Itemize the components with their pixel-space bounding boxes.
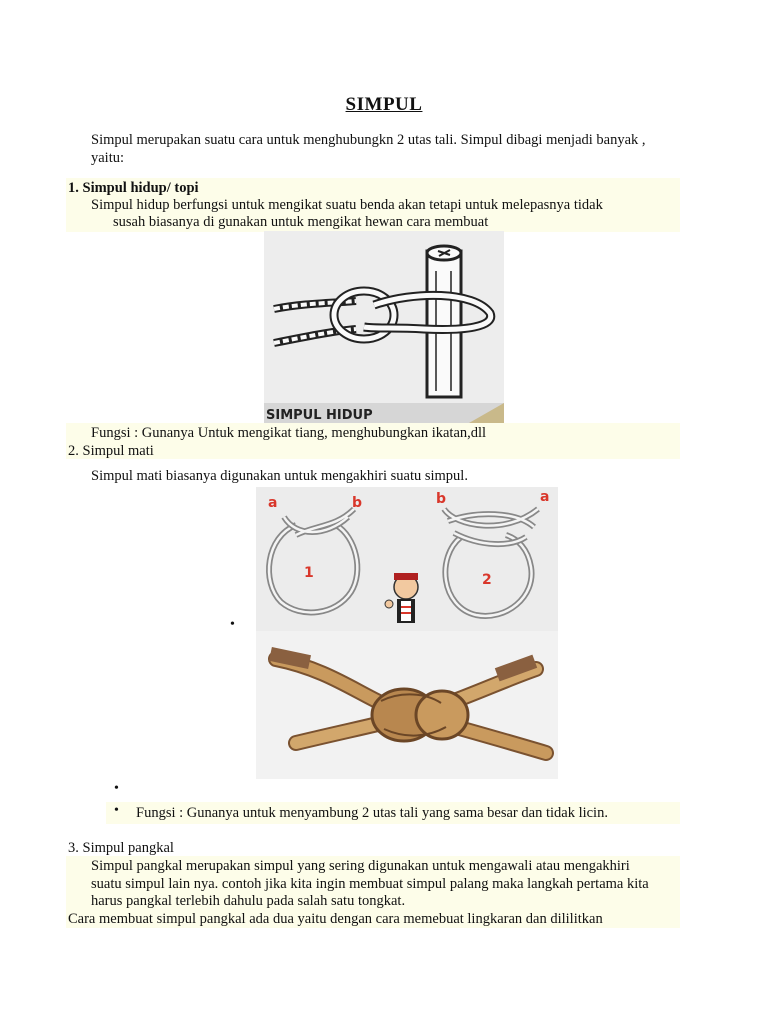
section1-line-1: Simpul hidup berfungsi untuk mengikat suatu benda akan tetapi untuk melepasnya tidak [91,197,603,213]
section3-heading: 3. Simpul pangkal [68,840,174,856]
section3-line-2: suatu simpul lain nya. contoh jika kita ingin membuat simpul palang maka langkah pertama kita [91,876,649,892]
square-knot-photo [256,631,558,779]
section3-line-1: Simpul pangkal merupakan simpul yang sering digunakan untuk mengawali atau mengakhiri [91,858,630,874]
intro-line-2: yaitu: [91,150,125,166]
list-bullet-3: • [114,803,119,818]
section1-fungsi: Fungsi : Gunanya Untuk mengikat tiang, menghubungkan ikatan,dll [91,425,487,441]
simpul-hidup-figure [264,231,504,423]
simpul-hidup-caption: SIMPUL HIDUP [266,408,373,423]
section2-line-1: Simpul mati biasanya digunakan untuk mengakhiri suatu simpul. [91,468,468,484]
section2-fungsi: Fungsi : Gunanya untuk menyambung 2 utas tali yang sama besar dan tidak licin. [136,805,608,821]
label-b-2: b [436,491,447,507]
label-a-2: a [540,489,550,505]
list-bullet-1: • [230,617,235,632]
simpul-mati-steps-figure [256,487,558,631]
section1-line-2: susah biasanya di gunakan untuk mengikat hewan cara membuat [113,214,489,230]
intro-line-1: Simpul merupakan suatu cara untuk menghubungkn 2 utas tali. Simpul dibagi menjadi banyak , [91,132,646,148]
label-b-1: b [352,495,363,511]
section3-line-3: harus pangkal terlebih dahulu pada salah satu tongkat. [91,893,406,909]
label-a-1: a [268,495,278,511]
label-step-2: 2 [482,572,492,588]
page-title: SIMPUL [345,94,423,115]
section1-heading: 1. Simpul hidup/ topi [68,180,199,196]
section3-line-4: Cara membuat simpul pangkal ada dua yaitu dengan cara memebuat lingkaran dan dililitkan [68,911,603,927]
section2-heading: 2. Simpul mati [68,443,154,459]
list-bullet-2: • [114,781,119,796]
label-step-1: 1 [304,565,314,581]
